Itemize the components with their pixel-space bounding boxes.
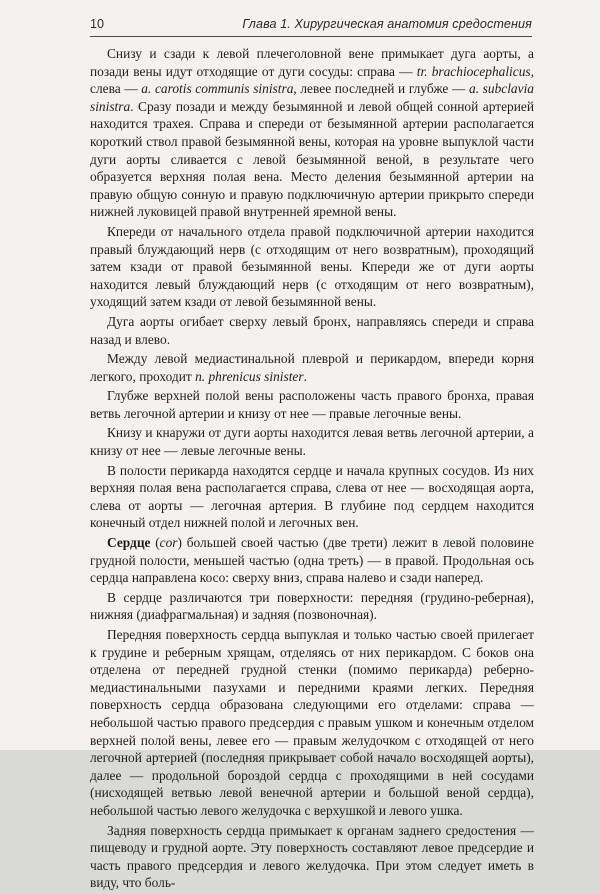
paragraph bbox=[90, 589, 534, 624]
paragraph bbox=[90, 822, 534, 892]
text-run: В сердце различаются три поверхности: передняя (грудино-реберная), нижняя (диафрагмальная) и задняя (позвоночная). bbox=[90, 589, 534, 623]
paragraph bbox=[90, 626, 534, 820]
text-run: Дуга аорты огибает сверху левый бронх, направляясь спереди и справа назад и влево. bbox=[90, 313, 534, 347]
text-run: Книзу и кнаружи от дуги аорты находится левая ветвь легочной артерии, а книзу от нее — левые легочные вены. bbox=[90, 425, 534, 459]
bold-term: Сердце bbox=[107, 535, 151, 551]
text-run: . bbox=[303, 368, 307, 384]
latin-term: cor bbox=[159, 535, 178, 551]
paragraph bbox=[90, 534, 534, 587]
page-number: 10 bbox=[90, 17, 105, 31]
paragraph bbox=[90, 387, 534, 422]
latin-term: tr. brachiocephalicus bbox=[416, 63, 531, 79]
text-run: Между левой медиастинальной плеврой и перикардом, впереди корня легкого, проходит bbox=[90, 351, 534, 384]
text-run: ( bbox=[150, 535, 160, 551]
running-title: Глава 1. Хирургическая анатомия средостения bbox=[242, 17, 532, 31]
text-run: ) большей своей частью (две трети) лежит в левой половине грудной полости, меньшей частью (одна треть) — в правой. Продольная ось сердца направлена косо: сверху вниз, справа налево и сзади наперед. bbox=[90, 535, 534, 586]
latin-term: a. carotis communis sinistra bbox=[141, 81, 294, 97]
paragraph bbox=[90, 462, 534, 532]
latin-term: a. subclavia sinistra bbox=[90, 81, 534, 114]
text-run: Кпереди от начального отдела правой подключичной артерии находится правый блуждающий нерв (с отходящим от него возвратным), проходящий затем кзади от правой безымянной вены. Кпереди же от дуги аорты находится левый блуждающий нерв (с отходящим от него возвратным), уходящий затем кзади от левой безымянной вены. bbox=[90, 223, 534, 310]
text-run: Передняя поверхность сердца выпуклая и только частью своей прилегает к грудине и реберным хрящам, отделяясь от них перикардом. С боков она отделена от передней грудной стенки (помимо перикарда) реберно-медиастинальными пазухами и передними краями легких. Передняя поверхность сердца образована следующими его отделами: справа — небольшой частью правого предсердия с правым ушком и конечным отделом верхней полой вены, левее его — правым желудочком с отходящей от него легочной артерией (последняя прикрывает собой начало восходящей аорты), далее — продольной бороздой сердца с проходящими в ней сосудами (нисходящей ветвью левой венечной артерии и большой веной сердца), небольшой частью левого желудочка с верхушкой и левого ушка. bbox=[90, 627, 534, 818]
text-run: . Сразу позади и между безымянной и левой общей сонной артерией находится трахея. Справа и спереди от безымянной артерии располагается короткий ствол правой безымянной вены, которая на уровне выпуклой части дуги аорты сливается с левой безымянной веной, в результате чего образуется верхняя полая вена. Место деления безымянной артерии на правую общую сонную и правую подключичную артерии прикрыто спереди нижней луковицей правой внутренней яремной вены. bbox=[90, 98, 534, 220]
paragraph bbox=[90, 350, 534, 385]
text-run: В полости перикарда находятся сердце и начала крупных сосудов. Из них верхняя полая вена располагается справа, слева от нее — восходящая аорта, слева от аорты — легочная артерия. В глубине под сердцем находится конечный отдел нижней полой и легочных вен. bbox=[90, 462, 534, 531]
text-run: , слева — bbox=[90, 63, 534, 97]
text-run: Задняя поверхность сердца примыкает к органам заднего средостения — пищеводу и грудной аорте. Эту поверхность составляют левое предсердие и часть правого предсердия и левого желудочка. При этом следует иметь в виду, что боль- bbox=[90, 822, 534, 891]
paragraph bbox=[90, 45, 534, 221]
body-text bbox=[90, 45, 534, 894]
paragraph bbox=[90, 223, 534, 311]
text-run: Глубже верхней полой вены расположены часть правого бронха, правая ветвь легочной артерии и книзу от нее — правые легочные вены. bbox=[90, 388, 534, 421]
latin-term: n. phrenicus sinister bbox=[195, 368, 304, 384]
text-run: Снизу и сзади к левой плечеголовной вене примыкает дуга аорты, а позади вены идут отходящие от дуги сосуды: справа — bbox=[90, 46, 534, 79]
paragraph bbox=[90, 424, 534, 459]
text-run: , левее последней и глубже — bbox=[293, 81, 469, 97]
paragraph bbox=[90, 313, 534, 348]
page-header bbox=[90, 12, 532, 37]
